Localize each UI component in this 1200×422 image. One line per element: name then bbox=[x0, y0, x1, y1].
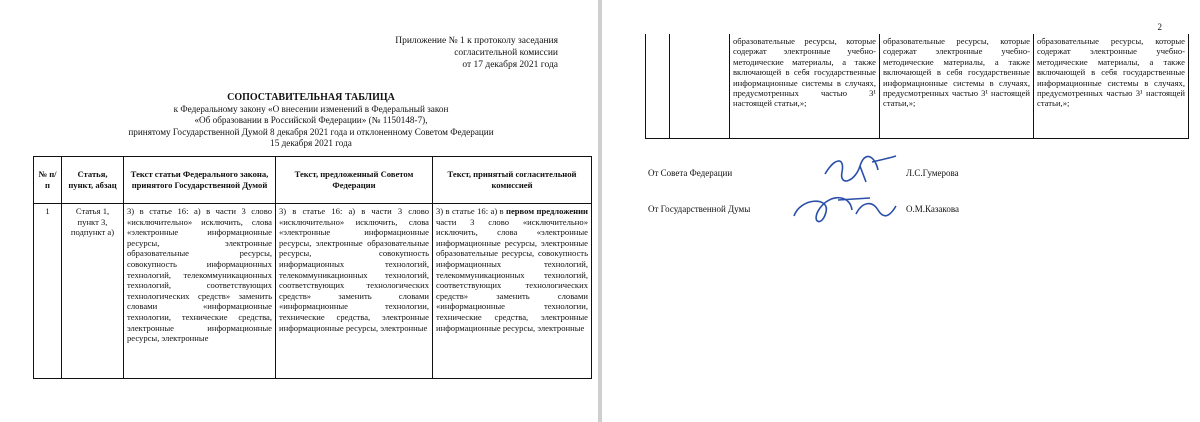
header-duma-text: Текст статьи Федерального закона, принятого Государственной Думой bbox=[124, 157, 276, 204]
row-num: 1 bbox=[34, 204, 62, 379]
cont-commission-text: образовательные ресурсы, которые содержат электронные учебно-методические материалы, а также включающей в себя государственные информационные системы в случаях, предусмотренных частью 3¹ настоящей статьи,»; bbox=[1034, 34, 1189, 139]
appendix-line: Приложение № 1 к протоколу заседания bbox=[395, 36, 558, 46]
signature-mark-duma bbox=[790, 188, 900, 228]
commission-prefix: а) в bbox=[490, 206, 504, 216]
appendix-line: от 17 декабря 2021 года bbox=[462, 60, 558, 70]
table-header-row bbox=[34, 157, 592, 204]
commission-rest: части 3 слово «исключительно» исключить, слова «электронные информационные ресурсы, электронные образовательные ресурсы, совокупность информационных технологий, телекоммуникационных технологий, соответствующих технологических средств» заменить словами «информационные технологии, технические средства, электронные информационные ресурсы, электронные bbox=[436, 216, 588, 333]
appendix-line: согласительной комиссии bbox=[454, 48, 558, 58]
header-num: № п/п bbox=[34, 157, 62, 204]
header-article: Статья, пункт, абзац bbox=[62, 157, 124, 204]
table-row bbox=[34, 204, 592, 379]
commission-bold-phrase: первом предложении bbox=[506, 206, 588, 216]
document-page-1 bbox=[0, 0, 598, 422]
row-federation-council-text: 3) в статье 16: а) в части 3 слово «исключительно» исключить, слова «электронные информационные ресурсы, электронные образовательные ресурсы, совокупность информационных технологий, телекоммуникационных технологий, соответствующих технологических средств» заменить словами «информационные технологии, технические средства, электронные информационные ресурсы, электронные bbox=[276, 204, 433, 379]
signature-name-duma: О.М.Казакова bbox=[906, 204, 959, 214]
row-duma-text: 3) в статье 16: а) в части 3 слово «исключительно» исключить, слова «электронные информационные ресурсы, электронные образовательные ресурсы, совокупность информационных технологий, телекоммуникационных технологий, соответствующих технологических средств» заменить словами «информационные технологии, технические средства, электронные информационные ресурсы, электронные bbox=[124, 204, 276, 379]
signature-mark-council bbox=[820, 152, 900, 186]
appendix-note bbox=[395, 35, 558, 71]
signature-name-council: Л.С.Гумерова bbox=[906, 168, 959, 178]
cont-duma-text: образовательные ресурсы, которые содержат электронные учебно-методические материалы, а также включающей в себя государственные информационные системы в случаях, предусмотренных частью 3¹ настоящей статьи,»; bbox=[730, 34, 880, 139]
commission-intro: 3) в статье 16: bbox=[436, 206, 489, 216]
header-commission-text: Текст, принятый согласительной комиссией bbox=[433, 157, 592, 204]
signature-label-duma: От Государственной Думы bbox=[648, 204, 751, 214]
heading-line: принятому Государственной Думой 8 декабря 2021 года и отклоненному Советом Федерации bbox=[128, 126, 494, 137]
cont-federation-council-text: образовательные ресурсы, которые содержат электронные учебно-методические материалы, а также включающей в себя государственные информационные системы в случаях, предусмотренных частью 3¹ настоящей статьи,»; bbox=[880, 34, 1034, 139]
heading-title: СОПОСТАВИТЕЛЬНАЯ ТАБЛИЦА bbox=[227, 92, 395, 103]
document-heading bbox=[40, 92, 582, 150]
row-article: Статья 1, пункт 3, подпункт а) bbox=[62, 204, 124, 379]
comparison-table-continued bbox=[645, 34, 1189, 139]
table-row bbox=[646, 34, 1189, 139]
heading-line: 15 декабря 2021 года bbox=[270, 138, 352, 148]
page-number: 2 bbox=[1157, 22, 1162, 32]
cont-article bbox=[670, 34, 730, 139]
row-commission-text bbox=[433, 204, 592, 379]
comparison-table bbox=[33, 156, 592, 379]
header-federation-council-text: Текст, предложенный Советом Федерации bbox=[276, 157, 433, 204]
heading-line: к Федеральному закону «О внесении изменений в Федеральный закон bbox=[173, 103, 449, 114]
signature-label-council: От Совета Федерации bbox=[648, 168, 733, 178]
cont-num bbox=[646, 34, 670, 139]
heading-line: «Об образовании в Российской Федерации» (№ 1150148-7), bbox=[194, 115, 428, 125]
document-page-2 bbox=[602, 0, 1200, 422]
